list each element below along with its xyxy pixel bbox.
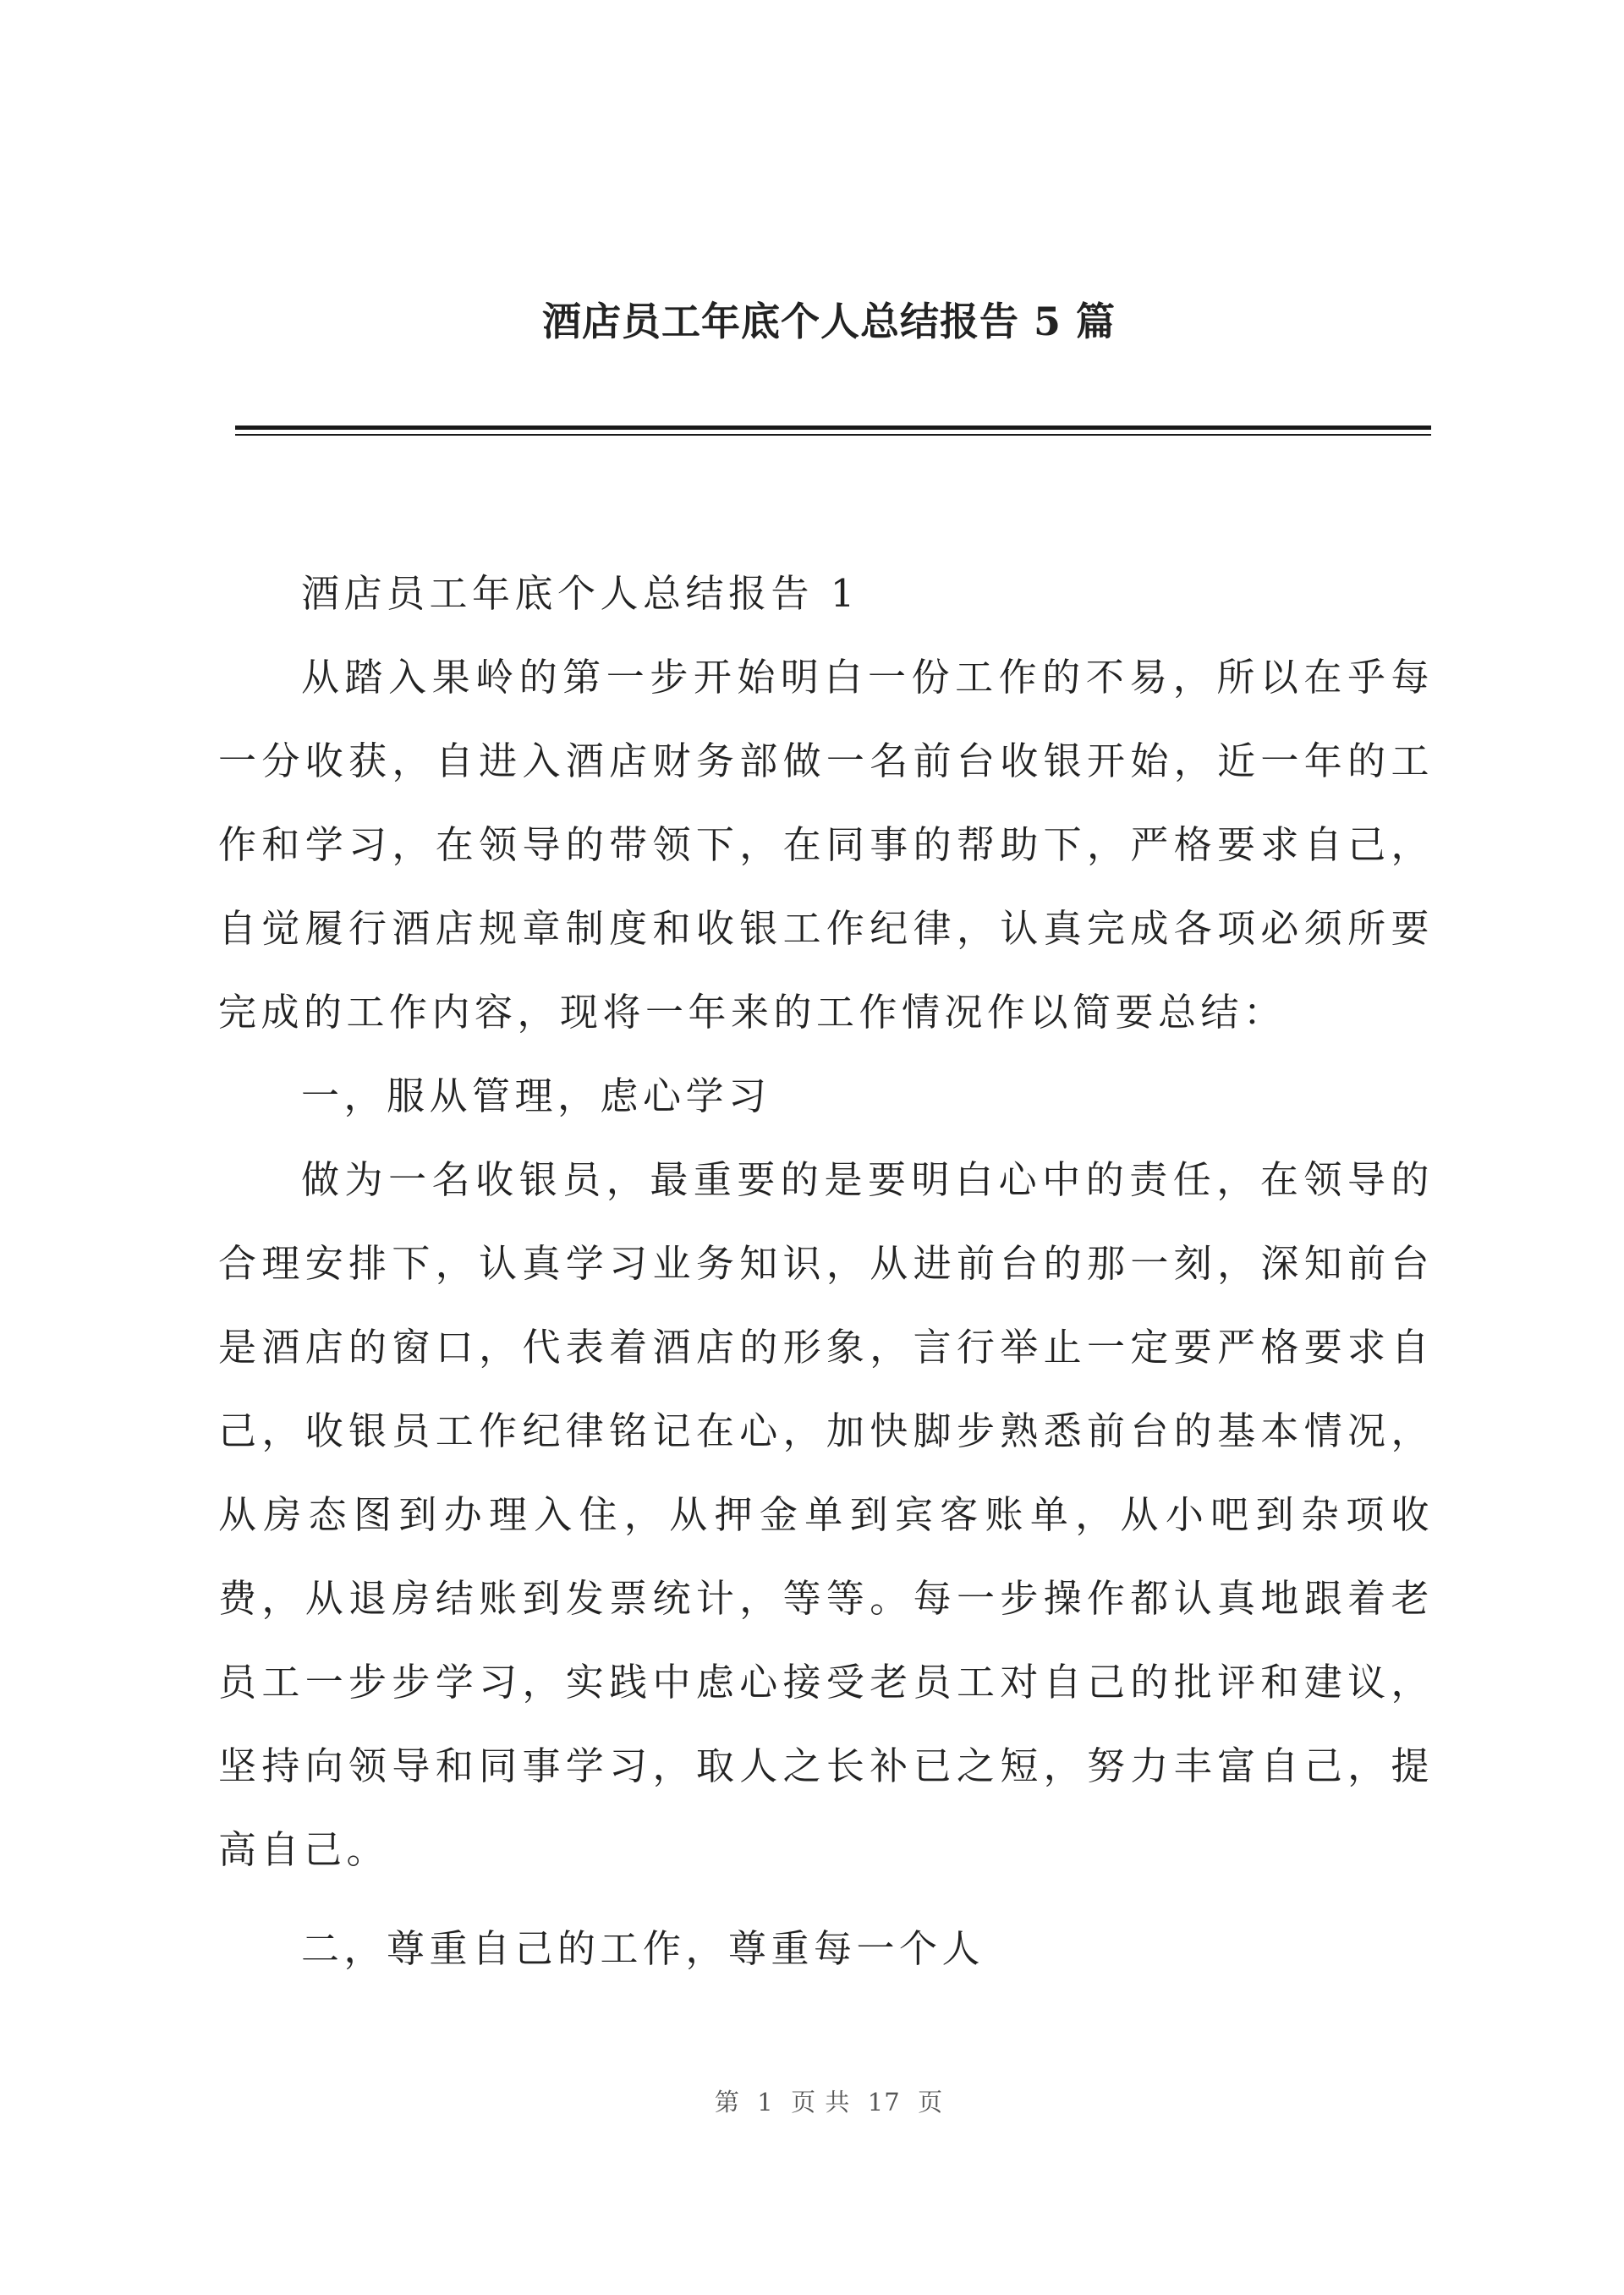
section-heading: 酒店员工年底个人总结报告 1	[301, 571, 859, 616]
title-divider-thin	[235, 434, 1431, 436]
body-paragraph: 从踏入果岭的第一步开始明白一份工作的不易，所以在乎每一分收获，自进入酒店财务部做一名前台收银开始，近一年的工作和学习，在领导的带领下，在同事的帮助下，严格要求自己，自觉履行酒店规章制度和收银工作纪律，认真完成各项必须所要完成的工作内容，现将一年来的工作情况作以简要总结：	[218, 655, 1434, 1035]
document-title: 酒店员工年底个人总结报告 5 篇	[541, 299, 1116, 344]
title-divider-thick	[235, 426, 1431, 430]
subsection-heading: 二，尊重自己的工作，尊重每一个人	[301, 1926, 985, 1971]
page-footer: 第 1 页 共 17 页	[714, 2088, 944, 2117]
subsection-heading: 一，服从管理，虑心学习	[301, 1073, 771, 1118]
document-body	[218, 552, 1434, 1990]
body-paragraph: 做为一名收银员，最重要的是要明白心中的责任，在领导的合理安排下，认真学习业务知识，从进前台的那一刻，深知前台是酒店的窗口，代表着酒店的形象，言行举止一定要严格要求自己，收银员工作纪律铭记在心，加快脚步熟悉前台的基本情况，从房态图到办理入住，从押金单到宾客账单，从小吧到杂项收费，从退房结账到发票统计，等等。每一步操作都认真地跟着老员工一步步学习，实践中虑心接受老员工对自己的批评和建议，坚持向领导和同事学习，取人之长补已之短，努力丰富自己，提高自己。	[218, 1157, 1434, 1872]
